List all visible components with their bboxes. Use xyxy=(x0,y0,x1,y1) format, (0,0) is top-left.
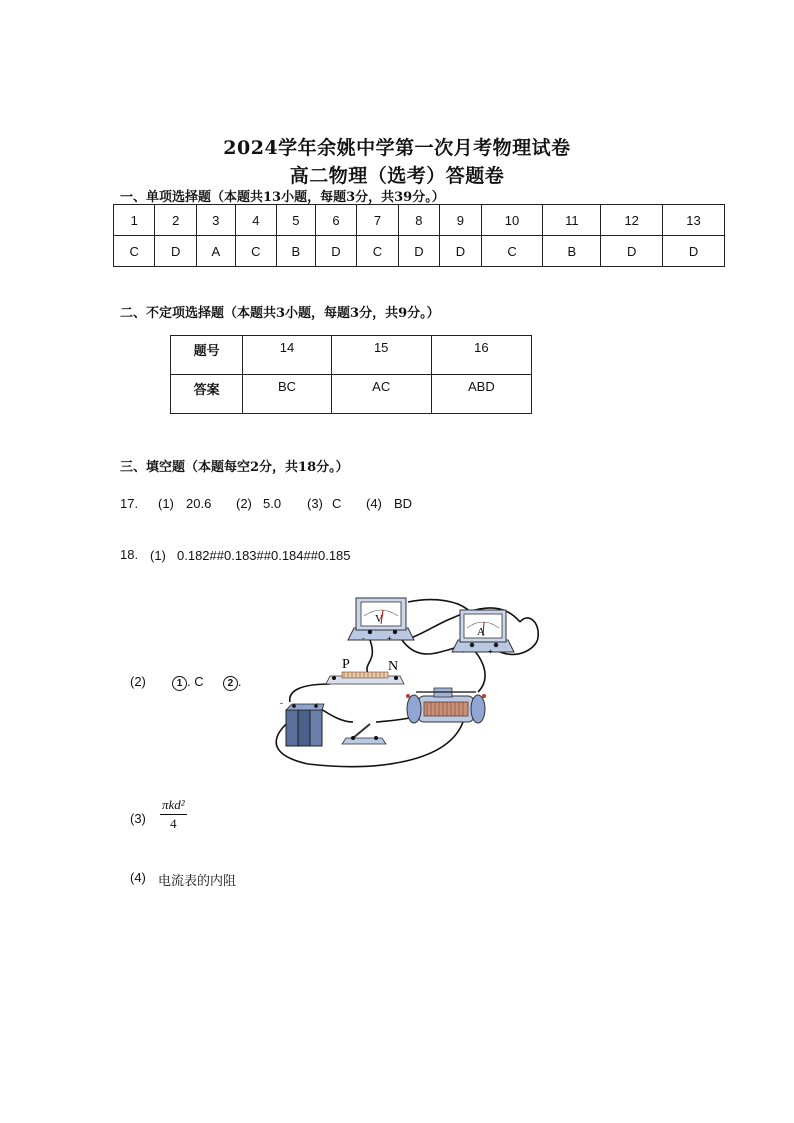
answer-cell: D xyxy=(398,236,439,267)
answer-cell: D xyxy=(663,236,725,267)
answer-cell: A xyxy=(196,236,235,267)
question-number-row xyxy=(171,336,532,375)
number-cell: 9 xyxy=(440,205,481,236)
answer-cell: C xyxy=(114,236,155,267)
resistance-wire-board xyxy=(326,657,404,684)
q18-part2-answer2: . xyxy=(237,674,242,689)
q18-number: 18. xyxy=(120,547,139,562)
battery-minus: - xyxy=(280,698,283,708)
number-cell: 14 xyxy=(243,336,331,375)
q18-part2-label: (2) xyxy=(130,674,146,689)
section3-heading: 三、填空题（本题每空2分，共18分。） xyxy=(120,460,349,475)
question-number-row xyxy=(114,205,725,236)
answer-cell: ABD xyxy=(431,375,531,414)
answer-cell: C xyxy=(481,236,543,267)
voltmeter-icon xyxy=(348,598,414,643)
q17-number: 17. xyxy=(120,496,139,511)
number-cell: 6 xyxy=(315,205,356,236)
fraction-numerator: πkd² xyxy=(160,797,187,815)
fraction-denominator: 4 xyxy=(170,816,177,831)
q18-part4-label: (4) xyxy=(130,870,146,885)
q17-part1-answer: 20.6 xyxy=(186,496,212,511)
single-choice-table xyxy=(113,204,725,267)
ammeter-icon xyxy=(452,610,514,656)
number-cell: 15 xyxy=(331,336,431,375)
number-cell: 13 xyxy=(663,205,725,236)
ammeter-minus: - xyxy=(462,647,465,656)
q18-part1-label: (1) xyxy=(150,548,166,563)
battery-icon xyxy=(280,698,324,746)
multi-choice-table xyxy=(170,335,532,414)
label-n: N xyxy=(388,659,399,674)
voltmeter-minus: - xyxy=(362,634,365,643)
row-label-number: 题号 xyxy=(171,336,243,375)
number-cell: 5 xyxy=(277,205,316,236)
number-cell: 12 xyxy=(601,205,663,236)
section1-heading: 一、单项选择题（本题共13小题，每题3分，共39分。） xyxy=(120,190,445,205)
ammeter-letter: A xyxy=(477,626,485,638)
q18-part4-answer: 电流表的内阻 xyxy=(158,874,237,889)
q18-part1-answer: 0.182##0.183##0.184##0.185 xyxy=(177,548,351,563)
number-cell: 2 xyxy=(155,205,196,236)
answer-cell: AC xyxy=(331,375,431,414)
voltmeter-letter: V xyxy=(375,613,383,625)
answer-row xyxy=(171,375,532,414)
answer-cell: B xyxy=(277,236,316,267)
section2-heading: 二、不定项选择题（本题共3小题，每题3分，共9分。） xyxy=(120,306,440,321)
number-cell: 10 xyxy=(481,205,543,236)
number-cell: 7 xyxy=(357,205,398,236)
circuit-diagram xyxy=(258,592,548,770)
q17-part3-label: (3) xyxy=(307,496,323,511)
answer-cell: BC xyxy=(243,375,331,414)
rheostat-icon xyxy=(406,688,486,723)
q17-part2-answer: 5.0 xyxy=(263,496,282,511)
number-cell: 3 xyxy=(196,205,235,236)
voltmeter-plus: + xyxy=(387,634,392,643)
q17-part2-label: (2) xyxy=(236,496,252,511)
number-cell: 16 xyxy=(431,336,531,375)
number-cell: 4 xyxy=(235,205,276,236)
exam-subtitle: 高二物理（选考）答题卷 xyxy=(289,165,505,187)
q18-part2-answers xyxy=(172,674,242,691)
label-p: P xyxy=(342,657,350,672)
circled-1-mark: 1 xyxy=(172,676,187,691)
number-cell: 8 xyxy=(398,205,439,236)
switch-icon xyxy=(342,724,386,744)
answer-cell: D xyxy=(155,236,196,267)
answer-cell: C xyxy=(235,236,276,267)
q17-part4-label: (4) xyxy=(366,496,382,511)
number-cell: 11 xyxy=(543,205,601,236)
q18-part3-label: (3) xyxy=(130,811,146,826)
answer-cell: B xyxy=(543,236,601,267)
q18-part2-answer1: . C xyxy=(187,674,204,689)
q18-part3-fraction xyxy=(160,797,187,832)
answer-cell: D xyxy=(601,236,663,267)
q17-part4-answer: BD xyxy=(394,496,413,511)
q17-part3-answer: C xyxy=(332,496,342,511)
answer-cell: C xyxy=(357,236,398,267)
exam-title: 2024学年余姚中学第一次月考物理试卷 xyxy=(223,137,571,159)
number-cell: 1 xyxy=(114,205,155,236)
answer-cell: D xyxy=(440,236,481,267)
circled-2-mark: 2 xyxy=(223,676,238,691)
answer-row xyxy=(114,236,725,267)
row-label-answer: 答案 xyxy=(171,375,243,414)
q17-part1-label: (1) xyxy=(158,496,174,511)
ammeter-plus: + xyxy=(488,647,493,656)
answer-cell: D xyxy=(315,236,356,267)
